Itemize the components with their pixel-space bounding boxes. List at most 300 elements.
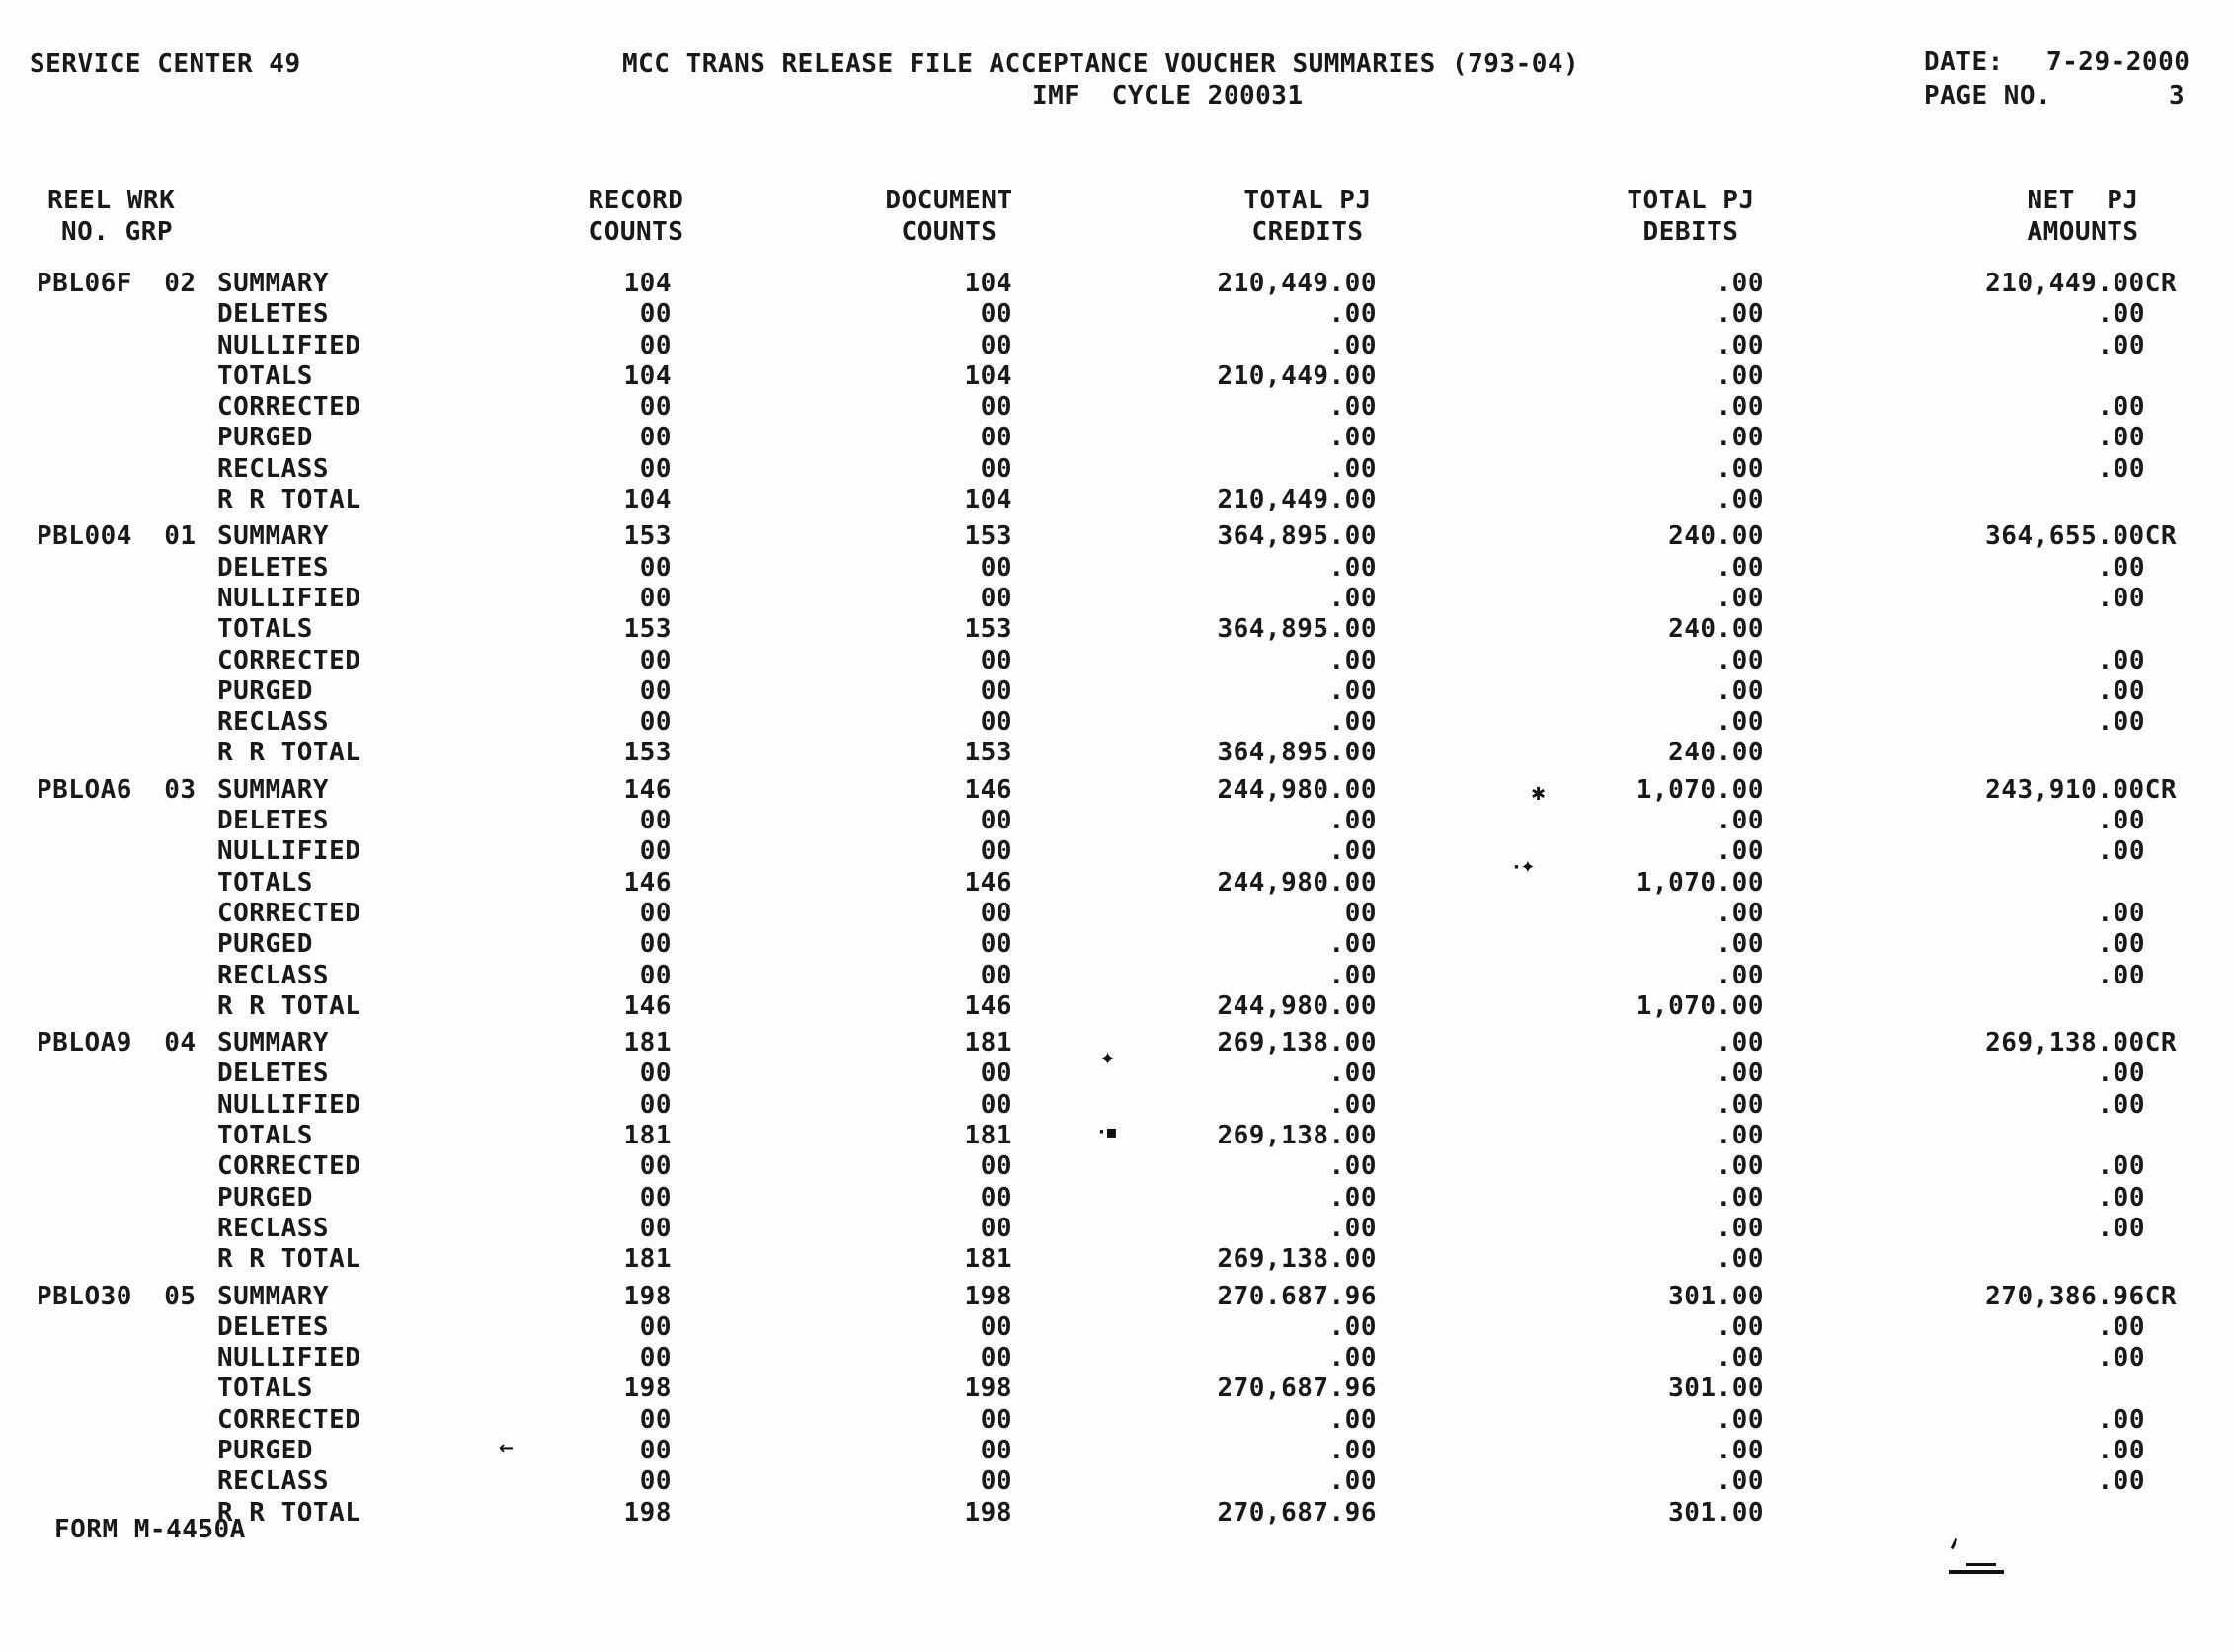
table-row: [0, 1090, 2235, 1121]
cell-record-counts: 146: [623, 990, 672, 1021]
cell-document-counts: 00: [980, 1151, 1012, 1182]
cell-total-pj-debits: .00: [1716, 836, 1764, 867]
row-label: TOTALS: [217, 614, 313, 645]
table-row: [0, 584, 2235, 614]
row-label: R R TOTAL: [217, 1497, 361, 1528]
cell-total-pj-credits: .00: [1328, 806, 1377, 836]
table-row: [0, 836, 2235, 867]
cell-net-pj-amounts: .00: [2097, 299, 2145, 330]
cell-total-pj-credits: 244,980.00: [1217, 867, 1377, 898]
cell-total-pj-debits: 240.00: [1668, 521, 1764, 552]
table-row: [0, 1498, 2235, 1529]
row-label: NULLIFIED: [217, 836, 361, 867]
cell-net-pj-amounts: .00: [2097, 423, 2145, 453]
cell-total-pj-debits: .00: [1716, 360, 1764, 391]
cell-record-counts: 00: [639, 1435, 672, 1465]
cell-total-pj-credits: 244,980.00: [1217, 990, 1377, 1021]
table-row: [0, 1466, 2235, 1497]
cell-total-pj-debits: .00: [1716, 1089, 1764, 1120]
cell-document-counts: 00: [980, 453, 1012, 484]
handwritten-mark: [1941, 1538, 2010, 1583]
row-label: SUMMARY: [217, 1281, 330, 1311]
cell-document-counts: 00: [980, 583, 1012, 613]
table-row: [0, 1028, 2235, 1059]
cell-total-pj-credits: .00: [1328, 1404, 1377, 1435]
table-row: [0, 1405, 2235, 1436]
cell-total-pj-credits: .00: [1328, 836, 1377, 867]
cell-document-counts: 181: [964, 1121, 1012, 1151]
cell-total-pj-credits: 364,895.00: [1217, 614, 1377, 645]
cell-document-counts: 00: [980, 836, 1012, 867]
report-title: MCC TRANS RELEASE FILE ACCEPTANCE VOUCHER SUMMARIES (793-04): [622, 49, 1580, 79]
cell-net-pj-amounts: .00: [2097, 675, 2145, 706]
cell-total-pj-debits: 301.00: [1668, 1497, 1764, 1528]
cell-record-counts: 00: [639, 392, 672, 423]
cell-total-pj-debits: .00: [1716, 1404, 1764, 1435]
cell-total-pj-credits: 270,687.96: [1217, 1497, 1377, 1528]
cell-document-counts: 00: [980, 675, 1012, 706]
cell-document-counts: 153: [964, 738, 1012, 768]
table-row: [0, 775, 2235, 806]
table-row: [0, 929, 2235, 960]
cell-document-counts: 00: [980, 330, 1012, 360]
cell-total-pj-debits: .00: [1716, 645, 1764, 675]
cell-total-pj-debits: .00: [1716, 1244, 1764, 1275]
cell-total-pj-debits: .00: [1716, 1121, 1764, 1151]
cell-net-pj-amounts: .00: [2097, 1466, 2145, 1497]
cell-document-counts: 00: [980, 1059, 1012, 1089]
cell-net-pj-amounts: .00: [2097, 645, 2145, 675]
row-label: RECLASS: [217, 960, 330, 990]
cell-document-counts: 00: [980, 1311, 1012, 1342]
row-label: PURGED: [217, 423, 313, 453]
table-row: [0, 899, 2235, 929]
table-row: [0, 1436, 2235, 1466]
cell-total-pj-credits: 210,449.00: [1217, 360, 1377, 391]
cell-document-counts: 104: [964, 360, 1012, 391]
row-label: TOTALS: [217, 360, 313, 391]
cell-total-pj-debits: .00: [1716, 1182, 1764, 1213]
cell-total-pj-credits: .00: [1328, 299, 1377, 330]
row-label: R R TOTAL: [217, 485, 361, 515]
cell-record-counts: 00: [639, 898, 672, 928]
cell-document-counts: 00: [980, 1089, 1012, 1120]
cell-total-pj-credits: .00: [1328, 1059, 1377, 1089]
table-row: [0, 331, 2235, 361]
cell-total-pj-credits: 269,138.00: [1217, 1244, 1377, 1275]
col-header-debits-line1: TOTAL PJ: [1627, 186, 1755, 215]
pen-mark-3: ✦: [1100, 1049, 1116, 1069]
row-label: PURGED: [217, 675, 313, 706]
cell-record-counts: 00: [639, 806, 672, 836]
cell-net-pj-amounts: .00: [2097, 1311, 2145, 1342]
cell-total-pj-debits: .00: [1716, 485, 1764, 515]
cell-record-counts: 00: [639, 552, 672, 583]
row-label: RECLASS: [217, 453, 330, 484]
cell-total-pj-debits: .00: [1716, 1343, 1764, 1374]
cell-total-pj-debits: .00: [1716, 898, 1764, 928]
cell-net-pj-amounts: 269,138.00CR: [1985, 1028, 2177, 1059]
cell-record-counts: 153: [623, 521, 672, 552]
cell-net-pj-amounts: .00: [2097, 1213, 2145, 1243]
cell-document-counts: 181: [964, 1028, 1012, 1059]
table-row: [0, 521, 2235, 552]
cell-record-counts: 153: [623, 738, 672, 768]
table-row: [0, 806, 2235, 836]
cell-document-counts: 153: [964, 521, 1012, 552]
col-header-record-line2: COUNTS: [588, 217, 684, 247]
table-row: [0, 646, 2235, 676]
cell-record-counts: 181: [623, 1121, 672, 1151]
cell-document-counts: 146: [964, 867, 1012, 898]
table-row: [0, 738, 2235, 768]
cell-record-counts: 00: [639, 1151, 672, 1182]
cell-total-pj-debits: .00: [1716, 1435, 1764, 1465]
cell-net-pj-amounts: .00: [2097, 1059, 2145, 1089]
cell-record-counts: 00: [639, 1059, 672, 1089]
cell-document-counts: 00: [980, 1404, 1012, 1435]
voucher-block: [0, 521, 2235, 768]
cell-record-counts: 00: [639, 645, 672, 675]
cell-record-counts: 181: [623, 1244, 672, 1275]
row-label: SUMMARY: [217, 774, 330, 805]
cell-total-pj-credits: 210,449.00: [1217, 485, 1377, 515]
row-label: TOTALS: [217, 1374, 313, 1404]
cell-total-pj-debits: .00: [1716, 1028, 1764, 1059]
form-number: FORM M-4450A: [54, 1515, 246, 1544]
cell-total-pj-credits: .00: [1328, 1151, 1377, 1182]
table-row: [0, 485, 2235, 515]
col-header-net-line2: AMOUNTS: [2027, 217, 2139, 247]
row-label: SUMMARY: [217, 521, 330, 552]
cell-document-counts: 146: [964, 990, 1012, 1021]
cell-total-pj-credits: 269,138.00: [1217, 1121, 1377, 1151]
cell-record-counts: 198: [623, 1374, 672, 1404]
cell-record-counts: 00: [639, 423, 672, 453]
cell-total-pj-credits: .00: [1328, 707, 1377, 738]
cell-total-pj-debits: .00: [1716, 583, 1764, 613]
cell-total-pj-credits: .00: [1328, 330, 1377, 360]
cell-total-pj-credits: .00: [1328, 1311, 1377, 1342]
row-label: CORRECTED: [217, 898, 361, 928]
cell-record-counts: 00: [639, 1182, 672, 1213]
cell-record-counts: 146: [623, 774, 672, 805]
cell-total-pj-debits: 1,070.00: [1636, 774, 1764, 805]
page-number-value: 3: [2169, 81, 2186, 111]
cell-total-pj-debits: 240.00: [1668, 738, 1764, 768]
cell-total-pj-debits: .00: [1716, 453, 1764, 484]
cell-total-pj-debits: .00: [1716, 423, 1764, 453]
cell-record-counts: 104: [623, 485, 672, 515]
cell-net-pj-amounts: .00: [2097, 1089, 2145, 1120]
cell-total-pj-debits: .00: [1716, 1151, 1764, 1182]
cell-record-counts: 153: [623, 614, 672, 645]
cell-record-counts: 00: [639, 1466, 672, 1497]
col-header-credits-line2: CREDITS: [1251, 217, 1364, 247]
cell-net-pj-amounts: .00: [2097, 929, 2145, 960]
cell-total-pj-credits: .00: [1328, 583, 1377, 613]
row-label: NULLIFIED: [217, 583, 361, 613]
reel-no-wrk-grp: PBLO30 05: [37, 1281, 197, 1311]
cell-document-counts: 00: [980, 299, 1012, 330]
pen-mark-1: ✱: [1531, 784, 1547, 805]
col-header-net-line1: NET PJ: [2027, 186, 2139, 215]
date-value: 7-29-2000: [2046, 47, 2191, 77]
cell-record-counts: 00: [639, 1213, 672, 1243]
cell-total-pj-credits: 270.687.96: [1217, 1281, 1377, 1311]
cell-total-pj-credits: .00: [1328, 1343, 1377, 1374]
cell-total-pj-credits: 210,449.00: [1217, 269, 1377, 298]
table-row: [0, 1374, 2235, 1404]
cell-net-pj-amounts: 270,386.96CR: [1985, 1281, 2177, 1311]
table-row: [0, 1244, 2235, 1275]
row-label: NULLIFIED: [217, 330, 361, 360]
cell-record-counts: 146: [623, 867, 672, 898]
cell-total-pj-debits: .00: [1716, 552, 1764, 583]
date-label: DATE:: [1924, 47, 2004, 77]
cell-document-counts: 181: [964, 1244, 1012, 1275]
cell-document-counts: 146: [964, 774, 1012, 805]
cell-net-pj-amounts: .00: [2097, 1151, 2145, 1182]
cell-record-counts: 00: [639, 836, 672, 867]
cell-total-pj-debits: .00: [1716, 392, 1764, 423]
cell-document-counts: 00: [980, 806, 1012, 836]
table-row: [0, 991, 2235, 1022]
cell-net-pj-amounts: 243,910.00CR: [1985, 774, 2177, 805]
cell-net-pj-amounts: .00: [2097, 806, 2145, 836]
cell-total-pj-debits: .00: [1716, 1059, 1764, 1089]
row-label: DELETES: [217, 552, 330, 583]
cell-total-pj-credits: .00: [1328, 1466, 1377, 1497]
table-row: [0, 1282, 2235, 1312]
cell-total-pj-credits: .00: [1328, 1182, 1377, 1213]
row-label: TOTALS: [217, 867, 313, 898]
row-label: NULLIFIED: [217, 1343, 361, 1374]
cell-document-counts: 00: [980, 645, 1012, 675]
table-row: [0, 614, 2235, 645]
table-row: [0, 676, 2235, 707]
pen-mark-5: ←: [499, 1438, 515, 1458]
cell-record-counts: 198: [623, 1497, 672, 1528]
cell-record-counts: 00: [639, 1311, 672, 1342]
cell-total-pj-debits: 1,070.00: [1636, 867, 1764, 898]
cell-record-counts: 104: [623, 360, 672, 391]
cell-document-counts: 00: [980, 960, 1012, 990]
cell-total-pj-debits: .00: [1716, 1466, 1764, 1497]
table-row: [0, 707, 2235, 738]
row-label: R R TOTAL: [217, 990, 361, 1021]
cell-total-pj-debits: .00: [1716, 806, 1764, 836]
page-number-label: PAGE NO.: [1924, 81, 2052, 111]
cell-record-counts: 00: [639, 299, 672, 330]
cell-record-counts: 104: [623, 269, 672, 298]
table-row: [0, 423, 2235, 453]
cell-document-counts: 00: [980, 1213, 1012, 1243]
cell-total-pj-credits: 364,895.00: [1217, 738, 1377, 768]
table-row: [0, 553, 2235, 584]
reel-no-wrk-grp: PBL06F 02: [37, 269, 197, 298]
row-label: DELETES: [217, 299, 330, 330]
row-label: CORRECTED: [217, 392, 361, 423]
table-row: [0, 361, 2235, 392]
cell-total-pj-credits: 364,895.00: [1217, 521, 1377, 552]
cell-document-counts: 104: [964, 269, 1012, 298]
row-label: R R TOTAL: [217, 738, 361, 768]
cell-total-pj-debits: 1,070.00: [1636, 990, 1764, 1021]
row-label: NULLIFIED: [217, 1089, 361, 1120]
cell-total-pj-credits: .00: [1328, 1435, 1377, 1465]
cell-document-counts: 00: [980, 423, 1012, 453]
reel-no-wrk-grp: PBLOA9 04: [37, 1028, 197, 1059]
cell-net-pj-amounts: .00: [2097, 1435, 2145, 1465]
cell-total-pj-debits: .00: [1716, 960, 1764, 990]
cell-document-counts: 00: [980, 929, 1012, 960]
cell-document-counts: 00: [980, 552, 1012, 583]
row-label: PURGED: [217, 1182, 313, 1213]
reel-no-wrk-grp: PBL004 01: [37, 521, 197, 552]
cell-total-pj-credits: .00: [1328, 423, 1377, 453]
service-center-label: SERVICE CENTER 49: [30, 49, 301, 79]
cell-total-pj-credits: .00: [1328, 645, 1377, 675]
table-row: [0, 392, 2235, 423]
cell-record-counts: 00: [639, 1343, 672, 1374]
cell-record-counts: 00: [639, 453, 672, 484]
pen-mark-4: ·▪: [1098, 1122, 1119, 1142]
cell-total-pj-debits: 301.00: [1668, 1281, 1764, 1311]
cell-record-counts: 00: [639, 929, 672, 960]
cell-net-pj-amounts: .00: [2097, 330, 2145, 360]
table-row: [0, 299, 2235, 330]
cell-net-pj-amounts: .00: [2097, 1343, 2145, 1374]
cell-document-counts: 00: [980, 707, 1012, 738]
cell-net-pj-amounts: .00: [2097, 898, 2145, 928]
cell-total-pj-credits: 270,687.96: [1217, 1374, 1377, 1404]
cell-total-pj-debits: .00: [1716, 269, 1764, 298]
cell-record-counts: 00: [639, 707, 672, 738]
cell-document-counts: 00: [980, 1182, 1012, 1213]
row-label: PURGED: [217, 1435, 313, 1465]
row-label: RECLASS: [217, 707, 330, 738]
cell-total-pj-credits: .00: [1328, 392, 1377, 423]
cell-net-pj-amounts: .00: [2097, 836, 2145, 867]
col-header-credits-line1: TOTAL PJ: [1243, 186, 1372, 215]
table-row: [0, 1059, 2235, 1089]
cell-total-pj-debits: .00: [1716, 299, 1764, 330]
cell-total-pj-credits: 269,138.00: [1217, 1028, 1377, 1059]
cell-document-counts: 00: [980, 1343, 1012, 1374]
cell-total-pj-credits: .00: [1328, 929, 1377, 960]
cell-net-pj-amounts: .00: [2097, 960, 2145, 990]
cell-total-pj-debits: .00: [1716, 707, 1764, 738]
cell-total-pj-credits: .00: [1328, 960, 1377, 990]
cell-document-counts: 00: [980, 898, 1012, 928]
cell-record-counts: 00: [639, 1404, 672, 1435]
cell-document-counts: 153: [964, 614, 1012, 645]
col-header-record-line1: RECORD: [588, 186, 684, 215]
cell-net-pj-amounts: .00: [2097, 453, 2145, 484]
row-label: R R TOTAL: [217, 1244, 361, 1275]
voucher-block: [0, 1282, 2235, 1529]
row-label: DELETES: [217, 1311, 330, 1342]
cell-record-counts: 00: [639, 330, 672, 360]
row-label: CORRECTED: [217, 1151, 361, 1182]
cell-total-pj-debits: .00: [1716, 1213, 1764, 1243]
cell-net-pj-amounts: .00: [2097, 1182, 2145, 1213]
cell-record-counts: 00: [639, 960, 672, 990]
cell-total-pj-debits: .00: [1716, 330, 1764, 360]
cell-net-pj-amounts: .00: [2097, 583, 2145, 613]
cell-total-pj-credits: 00: [1344, 898, 1377, 928]
col-header-reel-wrk-line2: NO. GRP: [61, 217, 174, 247]
cell-total-pj-debits: 301.00: [1668, 1374, 1764, 1404]
cell-net-pj-amounts: .00: [2097, 707, 2145, 738]
table-row: [0, 1312, 2235, 1343]
col-header-reel-wrk-line1: REEL WRK: [47, 186, 176, 215]
row-label: SUMMARY: [217, 269, 330, 298]
row-label: RECLASS: [217, 1213, 330, 1243]
cell-record-counts: 00: [639, 583, 672, 613]
row-label: PURGED: [217, 929, 313, 960]
report-cycle: IMF CYCLE 200031: [1032, 81, 1304, 111]
cell-net-pj-amounts: .00: [2097, 552, 2145, 583]
col-header-debits-line2: DEBITS: [1642, 217, 1739, 247]
cell-document-counts: 104: [964, 485, 1012, 515]
row-label: DELETES: [217, 806, 330, 836]
cell-total-pj-debits: 240.00: [1668, 614, 1764, 645]
cell-record-counts: 181: [623, 1028, 672, 1059]
voucher-block: [0, 269, 2235, 515]
table-row: [0, 454, 2235, 485]
cell-total-pj-credits: .00: [1328, 1213, 1377, 1243]
row-label: TOTALS: [217, 1121, 313, 1151]
cell-document-counts: 198: [964, 1374, 1012, 1404]
cell-net-pj-amounts: 364,655.00CR: [1985, 521, 2177, 552]
cell-document-counts: 00: [980, 1435, 1012, 1465]
row-label: CORRECTED: [217, 1404, 361, 1435]
cell-net-pj-amounts: .00: [2097, 1404, 2145, 1435]
row-label: CORRECTED: [217, 645, 361, 675]
row-label: SUMMARY: [217, 1028, 330, 1059]
cell-total-pj-credits: .00: [1328, 1089, 1377, 1120]
cell-total-pj-credits: .00: [1328, 453, 1377, 484]
cell-record-counts: 198: [623, 1281, 672, 1311]
pen-mark-2: ·✦: [1513, 857, 1536, 878]
cell-document-counts: 198: [964, 1497, 1012, 1528]
cell-total-pj-debits: .00: [1716, 675, 1764, 706]
cell-net-pj-amounts: 210,449.00CR: [1985, 269, 2177, 298]
cell-total-pj-credits: .00: [1328, 675, 1377, 706]
voucher-block: [0, 775, 2235, 1022]
cell-document-counts: 00: [980, 392, 1012, 423]
table-row: [0, 1343, 2235, 1374]
cell-total-pj-debits: .00: [1716, 1311, 1764, 1342]
table-row: [0, 1214, 2235, 1244]
report-body: [0, 269, 2235, 1534]
col-header-document-line1: DOCUMENT: [885, 186, 1013, 215]
voucher-block: [0, 1028, 2235, 1275]
row-label: DELETES: [217, 1059, 330, 1089]
cell-record-counts: 00: [639, 675, 672, 706]
cell-record-counts: 00: [639, 1089, 672, 1120]
table-row: [0, 1183, 2235, 1214]
cell-total-pj-debits: .00: [1716, 929, 1764, 960]
cell-document-counts: 198: [964, 1281, 1012, 1311]
col-header-document-line2: COUNTS: [901, 217, 998, 247]
cell-document-counts: 00: [980, 1466, 1012, 1497]
table-row: [0, 868, 2235, 899]
row-label: RECLASS: [217, 1466, 330, 1497]
reel-no-wrk-grp: PBLOA6 03: [37, 774, 197, 805]
